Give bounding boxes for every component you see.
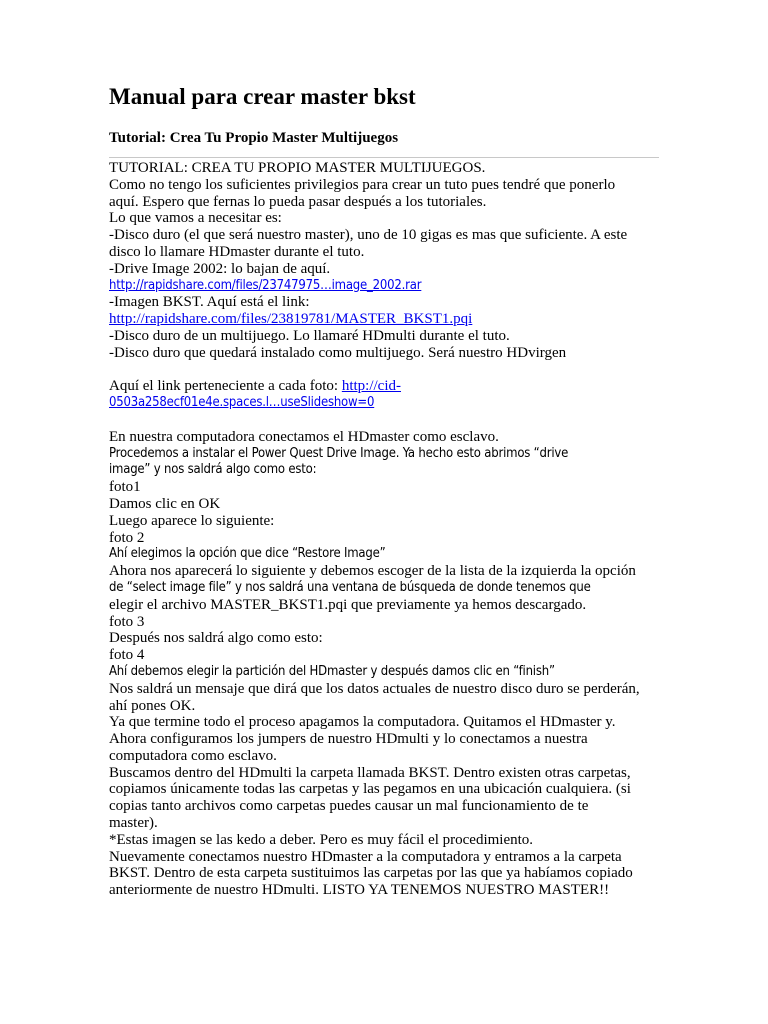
text-line bbox=[109, 177, 659, 194]
text-line bbox=[109, 781, 659, 798]
link-line[interactable] bbox=[109, 395, 659, 412]
paragraph-text: computadora como esclavo. bbox=[109, 747, 277, 764]
paragraph-text: -Disco duro (el que será nuestro master), uno de 10 gigas es mas que suficiente. A este bbox=[109, 227, 628, 244]
paragraph-text: master). bbox=[109, 815, 158, 832]
paragraph-text: Como no tengo los suficientes privilegios para crear un tuto pues tendré que ponerlo bbox=[109, 176, 616, 193]
paragraph-text: Buscamos dentro del HDmulti la carpeta llamada BKST. Dentro existen otras carpetas, bbox=[109, 764, 631, 781]
text-line bbox=[109, 731, 659, 748]
blank-line bbox=[109, 412, 659, 429]
paragraph-text: aquí. Espero que fernas lo pueda pasar después a los tutoriales. bbox=[109, 193, 487, 210]
document-body bbox=[109, 160, 659, 899]
hyperlink[interactable]: http://rapidshare.com/files/23819781/MASTER_BKST1.pqi bbox=[109, 311, 473, 328]
text-line bbox=[109, 530, 659, 547]
blank-line bbox=[109, 362, 659, 379]
paragraph-text: Ahora nos aparecerá lo siguiente y debemos escoger de la lista de la izquierda la opción bbox=[109, 563, 636, 580]
document-title: Manual para crear master bkst bbox=[109, 84, 416, 109]
text-line bbox=[109, 765, 659, 782]
text-line bbox=[109, 227, 659, 244]
text-line bbox=[109, 748, 659, 765]
text-line bbox=[109, 294, 659, 311]
paragraph-text: *Estas imagen se las kedo a deber. Pero es muy fácil el procedimiento. bbox=[109, 831, 534, 848]
text-line bbox=[109, 714, 659, 731]
horizontal-rule bbox=[109, 157, 659, 158]
text-line bbox=[109, 244, 659, 261]
text-line bbox=[109, 698, 659, 715]
text-line bbox=[109, 630, 659, 647]
paragraph-text: anteriormente de nuestro HDmulti. LISTO YA TENEMOS NUESTRO MASTER!! bbox=[109, 882, 610, 899]
paragraph-text: Luego aparece lo siguiente: bbox=[109, 512, 275, 529]
text-line bbox=[109, 865, 659, 882]
text-line bbox=[109, 210, 659, 227]
text-line bbox=[109, 429, 659, 446]
text-line bbox=[109, 832, 659, 849]
paragraph-text: Lo que vamos a necesitar es: bbox=[109, 210, 282, 227]
paragraph-text: image” y nos saldrá algo como esto: bbox=[109, 462, 317, 478]
paragraph-text: -Disco duro de un multijuego. Lo llamaré HDmulti durante el tuto. bbox=[109, 327, 510, 344]
hyperlink[interactable]: http://rapidshare.com/files/23747975…image_2002.rar bbox=[109, 277, 422, 293]
text-line bbox=[109, 160, 659, 177]
paragraph-text: Nos saldrá un mensaje que dirá que los datos actuales de nuestro disco duro se perderán, bbox=[109, 680, 640, 697]
text-line bbox=[109, 815, 659, 832]
paragraph-text: disco lo llamare HDmaster durante el tuto. bbox=[109, 243, 365, 260]
paragraph-text: elegir el archivo MASTER_BKST1.pqi que previamente ya hemos descargado. bbox=[109, 596, 587, 613]
text-line bbox=[109, 546, 659, 563]
text-line bbox=[109, 681, 659, 698]
paragraph-text: Damos clic en OK bbox=[109, 495, 221, 512]
paragraph-text: foto 2 bbox=[109, 529, 145, 546]
text-line bbox=[109, 345, 659, 362]
text-line bbox=[109, 479, 659, 496]
paragraph-text: Procedemos a instalar el Power Quest Drive Image. Ya hecho esto abrimos “drive bbox=[109, 445, 569, 461]
text-line bbox=[109, 647, 659, 664]
paragraph-text: -Imagen BKST. Aquí está el link: bbox=[109, 294, 310, 311]
paragraph-text: de “select image file” y nos saldrá una ventana de búsqueda de donde tenemos que bbox=[109, 579, 591, 595]
text-line bbox=[109, 614, 659, 631]
link-line[interactable] bbox=[109, 311, 659, 328]
paragraph-text: copias tanto archivos como carpetas puedes causar un mal funcionamiento de te bbox=[109, 798, 589, 815]
text-line bbox=[109, 328, 659, 345]
paragraph-text: Ahí debemos elegir la partición del HDmaster y después damos clic en “finish” bbox=[109, 663, 555, 679]
paragraph-text: Aquí el link perteneciente a cada foto: bbox=[109, 378, 342, 395]
text-line bbox=[109, 378, 659, 395]
hyperlink[interactable]: 0503a258ecf01e4e.spaces.l…useSlideshow=0 bbox=[109, 395, 375, 411]
paragraph-text: ahí pones OK. bbox=[109, 697, 196, 714]
paragraph-text: Nuevamente conectamos nuestro HDmaster a la computadora y entramos a la carpeta bbox=[109, 848, 622, 865]
text-line bbox=[109, 261, 659, 278]
paragraph-text: Ahora configuramos los jumpers de nuestro HDmulti y lo conectamos a nuestra bbox=[109, 731, 588, 748]
text-line bbox=[109, 798, 659, 815]
text-line bbox=[109, 849, 659, 866]
paragraph-text: Ya que termine todo el proceso apagamos la computadora. Quitamos el HDmaster y. bbox=[109, 714, 616, 731]
text-line bbox=[109, 882, 659, 899]
hyperlink[interactable]: http://cid- bbox=[341, 378, 401, 395]
text-line bbox=[109, 194, 659, 211]
document-subtitle: Tutorial: Crea Tu Propio Master Multijuegos bbox=[109, 130, 399, 146]
paragraph-text: foto1 bbox=[109, 479, 141, 496]
paragraph-text: -Disco duro que quedará instalado como multijuego. Será nuestro HDvirgen bbox=[109, 344, 567, 361]
paragraph-text: copiamos únicamente todas las carpetas y las pegamos en una ubicación cualquiera. (si bbox=[109, 781, 631, 798]
text-line bbox=[109, 446, 659, 463]
paragraph-text: BKST. Dentro de esta carpeta sustituimos las carpetas por las que ya habíamos copiado bbox=[109, 865, 633, 882]
text-line bbox=[109, 496, 659, 513]
text-line bbox=[109, 664, 659, 681]
paragraph-text: -Drive Image 2002: lo bajan de aquí. bbox=[109, 260, 331, 277]
text-line bbox=[109, 563, 659, 580]
text-line bbox=[109, 462, 659, 479]
document-page bbox=[109, 82, 659, 899]
text-line bbox=[109, 580, 659, 597]
paragraph-text: TUTORIAL: CREA TU PROPIO MASTER MULTIJUEGOS. bbox=[109, 160, 486, 176]
text-line bbox=[109, 513, 659, 530]
paragraph-text: En nuestra computadora conectamos el HDmaster como esclavo. bbox=[109, 428, 499, 445]
paragraph-text: Después nos saldrá algo como esto: bbox=[109, 630, 323, 647]
paragraph-text: Ahí elegimos la opción que dice “Restore Image” bbox=[109, 546, 386, 562]
paragraph-text: foto 3 bbox=[109, 613, 145, 630]
paragraph-text: foto 4 bbox=[109, 647, 145, 664]
text-line bbox=[109, 597, 659, 614]
link-line[interactable] bbox=[109, 278, 659, 295]
